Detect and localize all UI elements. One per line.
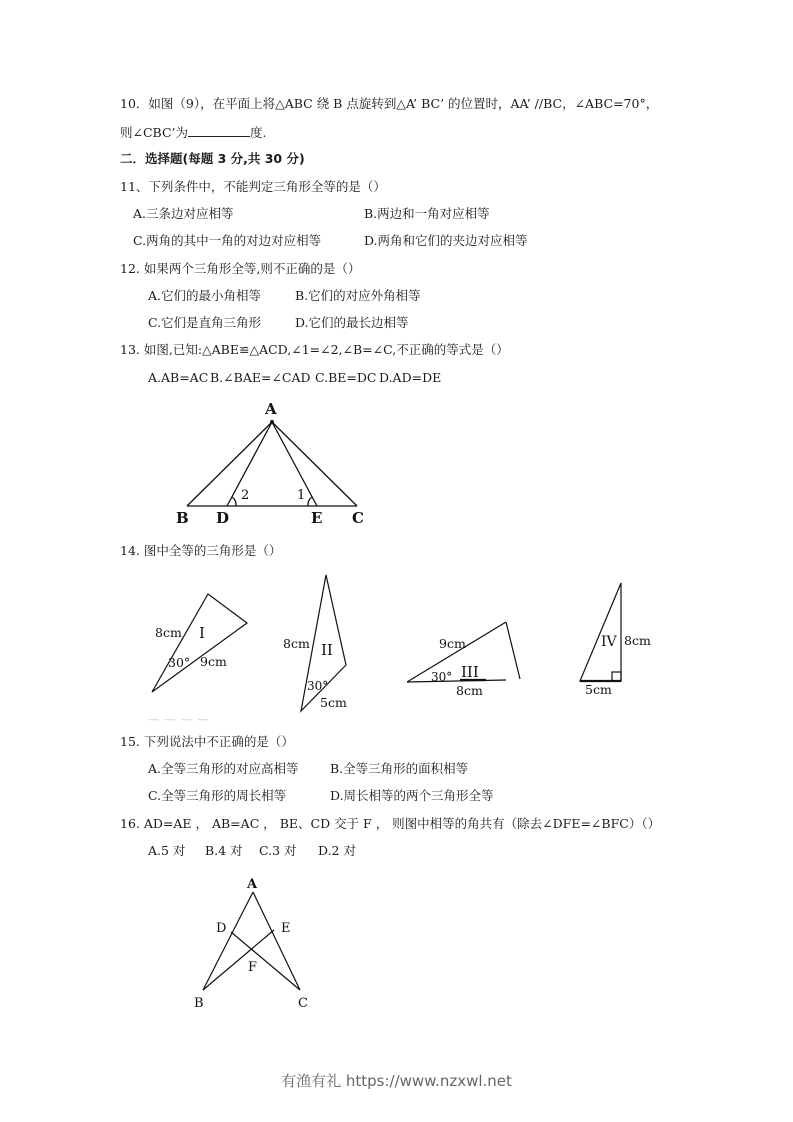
- q11-stem: 11、下列条件中，不能判定三角形全等的是（）: [120, 179, 386, 194]
- q10-line1: 10．如图（9），在平面上将△ABC 绕 B 点旋转到△A’ BC’ 的位置时，AA’ //BC，∠ABC=70°，: [120, 96, 659, 111]
- q10-line2-after: 度.: [250, 125, 267, 140]
- q10-line2: [120, 124, 266, 141]
- q14-options-truncated: — — — —: [148, 713, 210, 726]
- q13-option-d[interactable]: D.AD=DE: [379, 370, 442, 385]
- q13-option-a[interactable]: A.AB=AC: [148, 370, 209, 385]
- q14-figure: [152, 575, 621, 711]
- q16-label-f: F: [248, 960, 258, 975]
- q16-option-c[interactable]: C.3 对: [259, 843, 297, 858]
- q11-option-b[interactable]: B.两边和一角对应相等: [364, 206, 490, 221]
- q13-angle-1: 1: [297, 488, 306, 503]
- tri4-side-label: 8cm: [624, 633, 651, 648]
- q12-option-d[interactable]: D.它们的最长边相等: [295, 315, 409, 330]
- q16-label-a: A: [247, 877, 258, 892]
- q16-label-c: C: [298, 996, 308, 1011]
- q10-line2-before: 则∠CBC’为: [120, 125, 188, 140]
- q16-figure: [203, 892, 300, 990]
- tri3-side-label: 9cm: [439, 636, 466, 651]
- q12-option-a[interactable]: A.它们的最小角相等: [148, 288, 262, 303]
- q13-option-c[interactable]: C.BE=DC: [315, 370, 377, 385]
- q13-stem: 13. 如图,已知:△ABE≌△ACD,∠1=∠2,∠B=∠C,不正确的等式是（）: [120, 342, 509, 357]
- q16-option-d[interactable]: D.2 对: [318, 843, 356, 858]
- q16-label-e: E: [281, 921, 291, 936]
- q11-option-a[interactable]: A.三条边对应相等: [133, 206, 234, 221]
- tri3-side2-label: 8cm: [456, 683, 483, 698]
- q13-label-b: B: [176, 509, 189, 527]
- tri1-side-label: 8cm: [155, 625, 182, 640]
- q16-option-b[interactable]: B.4 对: [205, 843, 243, 858]
- tri4-name: IV: [601, 634, 617, 650]
- q15-option-b[interactable]: B.全等三角形的面积相等: [330, 761, 469, 776]
- q12-option-b[interactable]: B.它们的对应外角相等: [295, 288, 421, 303]
- tri3-name: III: [461, 663, 479, 681]
- q13-label-d: D: [216, 509, 230, 527]
- q11-option-d[interactable]: D.两角和它们的夹边对应相等: [364, 233, 528, 248]
- tri2-side2-label: 5cm: [320, 695, 347, 710]
- tri2-name: II: [321, 641, 333, 659]
- tri4-side2-label: 5cm: [585, 682, 612, 697]
- tri1-side2-label: 9cm: [200, 654, 227, 669]
- answer-blank[interactable]: [188, 124, 250, 137]
- q13-option-b[interactable]: B.∠BAE=∠CAD: [210, 370, 311, 385]
- q13-label-c: C: [352, 509, 364, 527]
- tri3-angle-label: 30°: [431, 670, 453, 684]
- q15-option-d[interactable]: D.周长相等的两个三角形全等: [330, 788, 494, 803]
- tri1-name: I: [199, 624, 205, 642]
- q15-option-a[interactable]: A.全等三角形的对应高相等: [148, 761, 299, 776]
- q15-option-c[interactable]: C.全等三角形的周长相等: [148, 788, 287, 803]
- tri1-angle-label: 30°: [168, 655, 191, 670]
- q12-stem: 12. 如果两个三角形全等,则不正确的是（）: [120, 261, 361, 276]
- tri2-side-label: 8cm: [283, 636, 310, 651]
- q16-label-d: D: [216, 921, 227, 936]
- q13-label-a: A: [265, 400, 277, 418]
- q14-stem: 14. 图中全等的三角形是（）: [120, 543, 282, 558]
- q12-option-c[interactable]: C.它们是直角三角形: [148, 315, 262, 330]
- q16-label-b: B: [194, 996, 204, 1011]
- tri2-angle-label: 30°: [307, 679, 329, 693]
- q16-option-a[interactable]: A.5 对: [148, 843, 186, 858]
- q13-angle-2: 2: [241, 488, 250, 503]
- footer-watermark: 有渔有礼 https://www.nzxwl.net: [281, 1072, 512, 1090]
- q13-label-e: E: [311, 509, 323, 527]
- q15-stem: 15. 下列说法中不正确的是（）: [120, 734, 294, 749]
- q11-option-c[interactable]: C.两角的其中一角的对边对应相等: [133, 233, 322, 248]
- section-title: 二．选择题(每题 3 分,共 30 分): [120, 151, 305, 166]
- q16-stem: 16. AD=AE ， AB=AC ， BE、CD 交于 F ， 则图中相等的角共有（除去∠DFE=∠BFC）（）: [120, 816, 661, 831]
